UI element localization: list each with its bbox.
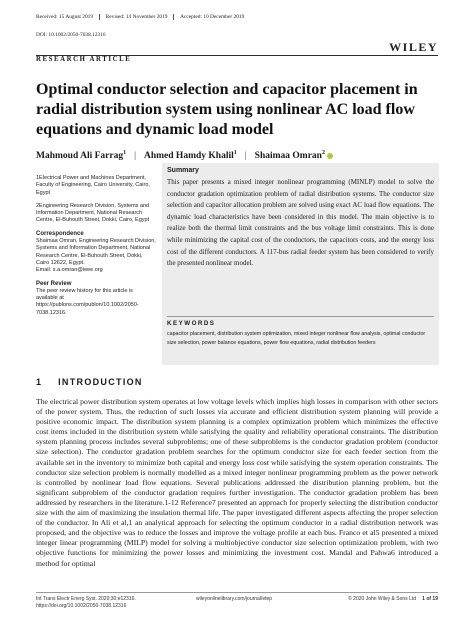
footer-rule [36,592,438,593]
footer-doi-link[interactable]: https://doi.org/10.1002/2050-7038.12316 [36,602,127,609]
footer-journal: Int Trans Electr Energ Syst. 2020;30:e12316. [36,596,136,602]
author-list [36,150,333,161]
introduction-body: The electrical power distribution system operates at low voltage levels which implies high losses in comparison with other sectors of the power system. Thus, the reduction of such losses via accurate and efficient distribution system planning will provide a positive economic impact. The distribution system planning is a complex optimization problem which minimizes the effective cost items included in the distribution system while satisfying the quality and reliability operational constraints. The distribution system planning process includes several subproblems; one of these subproblems is the conductor gradation problem (conductor size selection). The conductor gradation problem searches for the optimum conductor size for each feeder section from the available set in the inventory to minimize both capital and energy loss cost while satisfying the system operation constraints. The conductor size selection problem is normally modelled as a mixed integer nonlinear programming problem as the power network is controlled by nonlinear load flow equations. Several publications addressed the distribution planning problem, but the significant subproblem of the conductor gradation requires further investigation. The conductor gradation problem has been addressed by researchers in the literature.1-12 Reference7 presented an approach for properly selecting the distribution conductor size with the aim of maximizing the insulation thermal life. The paper investigated different aspects affecting the proper selection of the conductor. In Ali et al,1 an analytical approach for selecting the optimum conductor in a radial distribution network was proposed, and the objective was to reduce the losses and improve the voltage profile at each bus. Franco et al5 presented a mixed integer linear programming (MILP) model for solving a multiobjective conductor size selection optimization problem, with two objective functions for minimizing the power losses and minimizing the investment cost. Mandal and Pahwa6 introduced a method for optimal [36,397,438,568]
revised-date: Revised: 14 November 2019 [105,14,168,20]
date-divider [99,14,100,20]
footer-copyright: © 2020 John Wiley & Sons Ltd [348,596,416,602]
summary-heading: Summary [167,167,199,174]
keywords-text: capacitor placement, distribution system optimization, mixed integer nonlinear flow analysis, optimal conductor size selection, power balance equations, power flow equations, radial distribution feeders [167,331,426,346]
author-name[interactable]: Shaimaa Omran$^2$ [254,150,325,162]
section-heading [36,377,143,387]
article-sidebar [36,175,156,323]
keywords-heading: KEYWORDS [167,320,216,327]
summary-text: This paper presents a mixed integer nonlinear programming (MINLP) model to solve the conductor gradation optimization problem of radial distribution systems. The conductor size selection and capacitor allocation problem are solved using exact AC load flow equations. The dynamic load characteristics have been considered in this model. The main objective is to realize both the thermal limit constraints and the bus voltage limit constraints. This is done while minimizing the capital cost of the conductors, the capacitors costs, and the energy loss cost of the different conductors. A 117-bus radial feeder system has been considered to verify the presented nonlinear model. [167,178,434,268]
correspondence-block [36,231,156,275]
correspondence-heading: Correspondence [36,230,84,237]
affiliation: 1Electrical Power and Machines Department, Faculty of Engineering, Cairo University, Cairo, Egypt [36,175,150,196]
author-separator: | [134,150,136,161]
peer-review-block [36,281,156,317]
author-separator: | [244,150,247,161]
article-type: RESEARCH ARTICLE [36,56,132,63]
peer-review-text[interactable]: The peer review history for this article is available at https://publons.com/publon/10.1002/2050-7038.12316. [36,287,139,316]
affiliation: 2Engineering Research Division, Systems and Information Department, National Research Centre, El-Buhouth Street, Dokki, Cairo, Egypt [36,202,150,224]
keywords-divider [167,316,434,317]
page-number: 1 of 19 [422,596,438,602]
peer-review-heading: Peer Review [36,280,72,287]
footer-citation [36,596,166,609]
correspondence-email[interactable]: Email: s.a.omran@ieee.org [36,267,103,274]
received-date: Received: 15 August 2019 [36,14,94,20]
article-dates [36,14,336,20]
correspondence-text: Shaimaa Omran, Engineering Research Division, Systems and Information Department, National Research Centre, El-Buhouth Street, Dokki, Cairo 12622, Egypt. [36,238,156,266]
orcid-icon[interactable] [327,153,333,159]
section-title: INTRODUCTION [58,377,143,387]
author-name[interactable]: Mahmoud Ali Farrag$^1$ [36,150,127,162]
author-name[interactable]: Ahmed Hamdy Khalil$^1$ [144,150,237,162]
accepted-date: Accepted: 10 December 2019 [180,14,245,20]
publisher-logo: WILEY [389,40,438,54]
article-doi[interactable]: DOI: 10.1002/2050-7038.12316 [36,32,106,38]
section-number: 1 [36,377,43,387]
date-divider [173,14,174,20]
footer-site-link[interactable]: wileyonlinelibrary.com/journal/etep [196,596,273,602]
article-title: Optimal conductor selection and capacitor placement in radial distribution system using nonlinear AC load flow equations and dynamic load model [36,81,418,138]
